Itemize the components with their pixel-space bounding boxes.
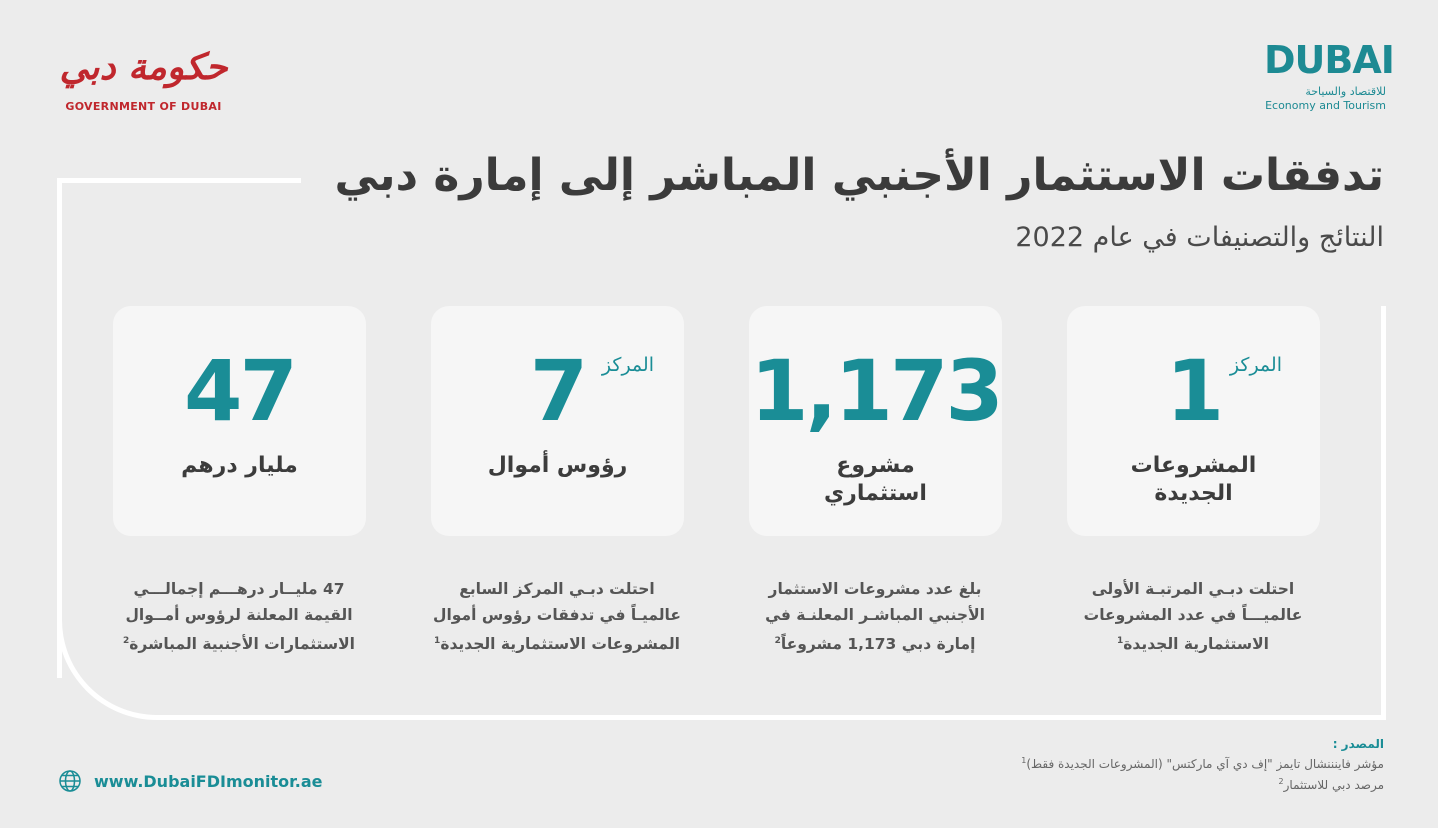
desc-line: احتلت دبـي المرتبـة الأولى [1091, 580, 1295, 598]
desc-line: إمارة دبي 1,173 مشروعاً [780, 635, 976, 654]
stat-card-investment-projects [749, 306, 1002, 536]
rank-prefix: المركز [601, 354, 654, 376]
source-heading: المصدر : [1332, 737, 1384, 751]
rank-prefix: المركز [1229, 354, 1282, 376]
dubai-logo-word: DUBAI [1264, 38, 1394, 82]
source-line-2: مرصد دبي للاستثمار$^2$ [1278, 777, 1384, 792]
desc-line: القيمة المعلنة لرؤوس أمــوال [125, 606, 353, 624]
footnote-ref: 1 [1117, 636, 1124, 646]
gov-logo-arabic: حكومة دبي [59, 46, 228, 88]
stat-card-aed-billion [113, 306, 366, 536]
footnote-ref: 1 [434, 636, 441, 646]
stat-description-investment-projects [735, 576, 1015, 657]
desc-line: المشروعات الاستثمارية الجديدة [440, 635, 680, 654]
stat-label: المشروعات الجديدة [1130, 453, 1257, 506]
dubai-economy-tourism-logo [1264, 38, 1394, 112]
stat-value: 1 [1165, 342, 1222, 440]
stat-description-new-projects [1053, 576, 1333, 657]
desc-line: عالميـــاً في عدد المشروعات [1083, 606, 1303, 624]
stat-value: 47 [184, 342, 295, 440]
footnote-ref: 2 [774, 636, 781, 646]
government-of-dubai-logo [56, 38, 231, 113]
desc-line: الاستثمارية الجديدة [1123, 635, 1269, 654]
dubai-logo-arabic: للاقتصاد والسياحة [1305, 85, 1386, 98]
desc-line: احتلت دبـي المركز السابع [459, 580, 655, 598]
frame-line-bottom [190, 715, 1386, 720]
footnote-ref: 2 [123, 636, 130, 646]
frame-line-top [57, 178, 301, 183]
stat-card-new-projects [1067, 306, 1320, 536]
page-title: تدفقات الاستثمار الأجنبي المباشر إلى إمارة دبي [334, 150, 1384, 201]
frame-line-right [1381, 306, 1386, 720]
page-subtitle: النتائج والتصنيفات في عام 2022 [1015, 222, 1384, 253]
stat-label: مشروع استثماري [824, 453, 927, 506]
stat-card-capital-investment [431, 306, 684, 536]
stat-value: 1,173 [750, 342, 1001, 440]
globe-icon [58, 769, 82, 793]
stat-label: رؤوس أموال [487, 453, 628, 478]
source-line-1: مؤشر فاينننشال تايمز "إف دي آي ماركتس" (المشروعات الجديدة فقط)$^1$ [1021, 756, 1384, 771]
source-notes [684, 736, 1384, 794]
website-link[interactable] [58, 769, 322, 793]
gov-logo-english: GOVERNMENT OF DUBAI [65, 100, 222, 113]
stat-value: 7 [529, 342, 586, 440]
website-url[interactable]: www.DubaiFDImonitor.ae [94, 771, 323, 791]
stat-label: مليار درهم [181, 453, 298, 478]
desc-line: 47 مليــار درهـــم إجمالـــي [133, 580, 345, 598]
desc-line: الأجنبي المباشـر المعلنـة في [765, 606, 985, 624]
desc-line: الاستثمارات الأجنبية المباشرة [129, 635, 355, 654]
stat-description-aed-billion [99, 576, 379, 657]
stat-description-capital-investment [417, 576, 697, 657]
desc-line: بلغ عدد مشروعات الاستثمار [768, 580, 982, 598]
dubai-logo-english: Economy and Tourism [1265, 99, 1386, 112]
desc-line: عالميـاً في تدفقات رؤوس أموال [433, 606, 681, 624]
